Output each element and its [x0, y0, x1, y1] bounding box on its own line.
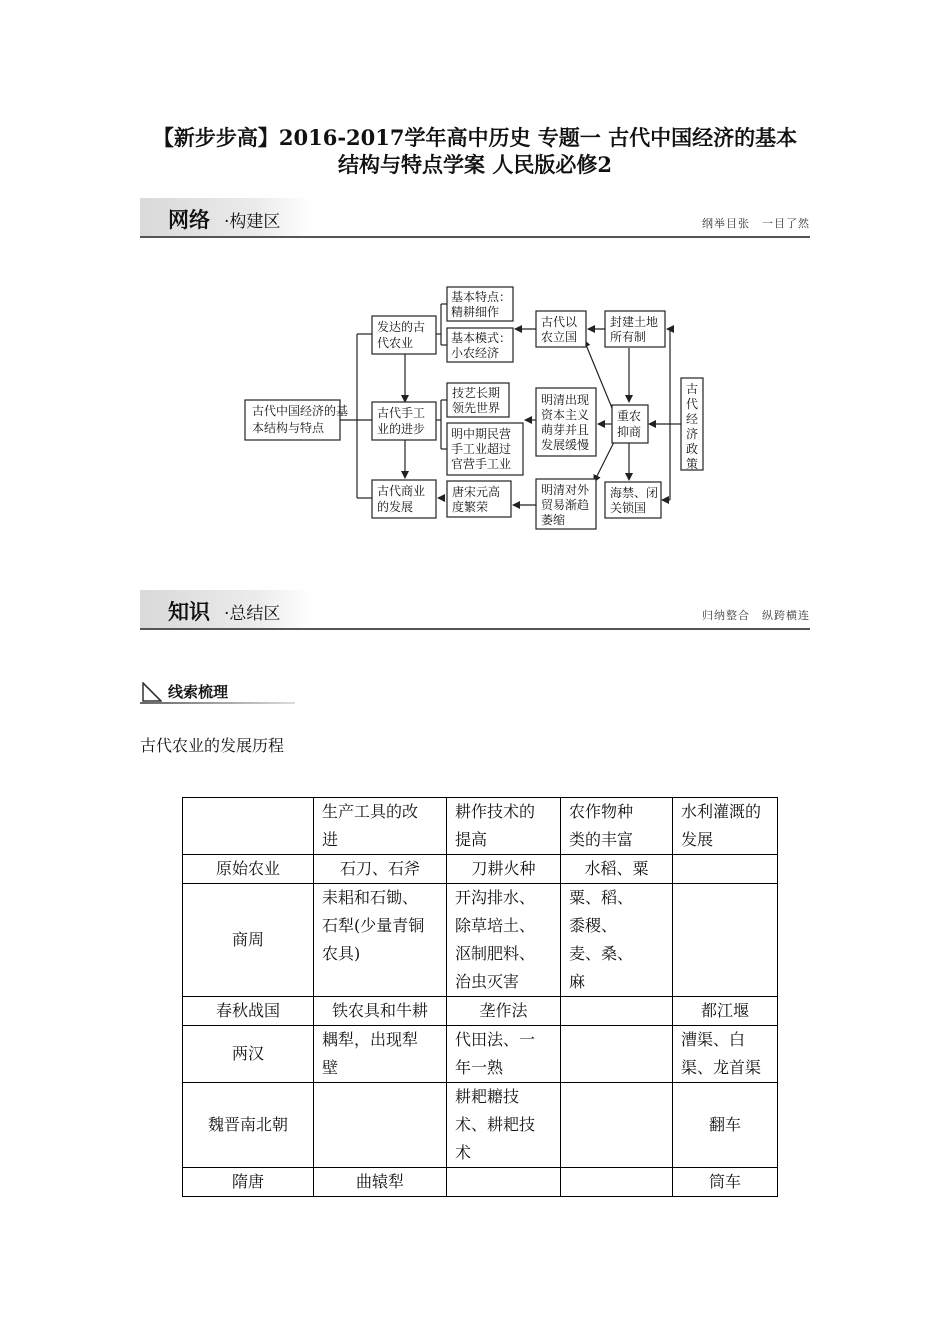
table-row — [183, 855, 778, 884]
period-cell — [183, 884, 314, 997]
irrigation-cell — [673, 855, 778, 884]
node-feature-line-1: 基本特点： — [451, 290, 512, 304]
agriculture-table — [182, 797, 778, 1197]
node-policy-char-2: 代 — [686, 397, 699, 411]
section-header-slogan: 纲举目张 一目了然 — [702, 217, 810, 230]
node-handicraft-line-2: 业的进步 — [377, 422, 426, 436]
node-feature-line-2: 精耕细作 — [451, 305, 500, 319]
node-handicraft-line-1: 古代手工 — [377, 406, 426, 420]
cell-line: 沤制肥料、 — [455, 944, 536, 963]
period-label: 春秋战国 — [215, 1001, 280, 1020]
node-policy-char-3: 经 — [686, 412, 699, 426]
node-private-craft-line-1: 明中期民营 — [451, 427, 512, 441]
node-foreign-trade-line-1: 明清对外 — [541, 483, 590, 497]
period-cell — [183, 1083, 314, 1168]
tools-cell — [314, 1026, 447, 1083]
table-row — [183, 997, 778, 1026]
period-cell — [183, 1026, 314, 1083]
node-land-line-1: 封建土地 — [610, 315, 659, 329]
node-private-craft-line-3: 官营手工业 — [451, 457, 512, 471]
node-policy-char-6: 策 — [686, 457, 699, 471]
node-capitalism-line-1: 明清出现 — [541, 393, 590, 407]
node-tang-song-line-1: 唐宋元高 — [452, 485, 501, 499]
cell-line: 术 — [455, 1143, 472, 1162]
technique-cell — [447, 997, 561, 1026]
cell-line: 类的丰富 — [569, 830, 634, 849]
node-root-line-1: 古代中国经济的基 — [252, 404, 349, 418]
node-commerce-line-1: 古代商业 — [377, 484, 426, 498]
crops-cell — [561, 1083, 673, 1168]
table-row — [183, 1168, 778, 1197]
cell-line: 壁 — [322, 1058, 339, 1077]
section-header-main: 知识 — [168, 600, 210, 624]
cell-line: 石刀、石斧 — [339, 859, 420, 878]
cell-line: 开沟排水、 — [455, 888, 536, 907]
cell-line: 耕耙耱技 — [455, 1087, 520, 1106]
period-cell — [183, 855, 314, 884]
cell-line: 漕渠、白 — [681, 1030, 746, 1049]
period-label: 商周 — [231, 930, 264, 949]
table-row — [183, 884, 778, 997]
column-header — [447, 798, 561, 855]
irrigation-cell — [673, 1168, 778, 1197]
node-seaban-line-2: 关锁国 — [610, 501, 647, 515]
period-cell — [183, 1168, 314, 1197]
cell-line: 麻 — [569, 972, 586, 991]
cell-line: 垄作法 — [479, 1001, 528, 1020]
node-seaban-line-1: 海禁、闭 — [610, 486, 659, 500]
clue-heading — [140, 680, 295, 704]
irrigation-cell — [673, 997, 778, 1026]
irrigation-cell — [673, 884, 778, 997]
cell-line: 年一熟 — [455, 1058, 504, 1077]
period-label: 魏晋南北朝 — [207, 1115, 288, 1134]
node-tang-song-line-2: 度繁荣 — [452, 500, 489, 514]
table-row — [183, 1026, 778, 1083]
cell-line: 生产工具的改 — [322, 802, 419, 821]
cell-line: 渠、龙首渠 — [681, 1058, 762, 1077]
period-label: 隋唐 — [231, 1172, 264, 1191]
section-header-sub: ·构建区 — [224, 212, 281, 232]
cell-line: 水稻、粟 — [584, 859, 649, 878]
section-header-main: 网络 — [168, 208, 210, 232]
node-agri-first-line-2: 抑商 — [617, 425, 642, 439]
node-policy-char-1: 古 — [686, 382, 699, 396]
cell-line: 耕作技术的 — [455, 802, 536, 821]
node-policy-char-4: 济 — [686, 427, 699, 441]
cell-line: 水利灌溉的 — [681, 802, 762, 821]
cell-line: 进 — [322, 830, 339, 849]
column-header — [314, 798, 447, 855]
node-agriculture-line-1: 发达的古 — [377, 320, 426, 334]
irrigation-cell — [673, 1026, 778, 1083]
crops-cell — [561, 1026, 673, 1083]
cell-line: 曲辕犁 — [355, 1172, 404, 1191]
node-skill-line-1: 技艺长期 — [452, 386, 501, 400]
tools-cell — [314, 997, 447, 1026]
technique-cell — [447, 1026, 561, 1083]
cell-line: 黍稷、 — [569, 916, 618, 935]
tools-cell — [314, 1083, 447, 1168]
node-mode-line-1: 基本模式： — [451, 331, 512, 345]
cell-line: 粟、稻、 — [569, 888, 634, 907]
cell-line: 刀耕火种 — [471, 859, 536, 878]
cell-line: 麦、桑、 — [569, 944, 634, 963]
node-commerce-line-2: 的发展 — [377, 500, 414, 514]
table-row — [183, 1083, 778, 1168]
irrigation-cell — [673, 1083, 778, 1168]
cell-line: 除草培土、 — [455, 916, 536, 935]
cell-line: 耒耜和石锄、 — [322, 888, 419, 907]
tools-cell — [314, 884, 447, 997]
technique-cell — [447, 1083, 561, 1168]
node-mode-line-2: 小农经济 — [451, 346, 500, 360]
tools-cell — [314, 1168, 447, 1197]
concept-diagram — [0, 0, 950, 560]
table-intro: 古代农业的发展历程 — [140, 736, 285, 755]
node-skill-line-2: 领先世界 — [452, 401, 501, 415]
title-line-2: 结构与特点学案 人民版必修2 — [338, 152, 612, 177]
section-header-slogan: 归纳整合 纵跨横连 — [702, 609, 810, 622]
node-agriculture-line-2: 代农业 — [377, 336, 414, 350]
cell-line: 筒车 — [708, 1172, 741, 1191]
cell-line: 发展 — [681, 830, 714, 849]
node-capitalism-line-4: 发展缓慢 — [541, 438, 590, 452]
crops-cell — [561, 1168, 673, 1197]
cell-line: 代田法、一 — [455, 1030, 536, 1049]
header-row — [183, 798, 778, 855]
clue-underline — [140, 702, 295, 704]
title-line-1: 【新步步高】2016-2017学年高中历史 专题一 古代中国经济的基本 — [152, 125, 798, 150]
tools-cell — [314, 855, 447, 884]
crops-cell — [561, 855, 673, 884]
section-header-knowledge — [140, 590, 810, 630]
cell-line: 术、耕耙技 — [455, 1115, 536, 1134]
section-header-rule — [140, 628, 810, 630]
node-private-craft-line-2: 手工业超过 — [451, 442, 512, 456]
node-capitalism-line-2: 资本主义 — [541, 408, 590, 422]
node-agri-nation-line-1: 古代以 — [541, 315, 578, 329]
period-label: 原始农业 — [215, 859, 280, 878]
column-header — [673, 798, 778, 855]
node-foreign-trade-line-3: 萎缩 — [541, 513, 566, 527]
cell-line: 铁农具和牛耕 — [331, 1001, 428, 1020]
technique-cell — [447, 855, 561, 884]
technique-cell — [447, 1168, 561, 1197]
node-agri-nation-line-2: 农立国 — [541, 330, 578, 344]
cell-line: 翻车 — [708, 1115, 741, 1134]
cell-line: 农作物种 — [569, 802, 634, 821]
header-corner — [183, 798, 314, 855]
technique-cell — [447, 884, 561, 997]
cell-line: 提高 — [455, 830, 488, 849]
cell-line: 都江堰 — [700, 1001, 749, 1020]
period-cell — [183, 997, 314, 1026]
clue-label: 线索梳理 — [168, 683, 229, 701]
column-header — [561, 798, 673, 855]
node-root-line-2: 本结构与特点 — [252, 421, 325, 435]
node-land-line-2: 所有制 — [610, 330, 647, 344]
section-header-sub: ·总结区 — [224, 604, 281, 624]
node-policy-char-5: 政 — [686, 442, 699, 456]
diagonal-mark-icon — [142, 682, 162, 702]
crops-cell — [561, 997, 673, 1026]
cell-line: 石犁(少量青铜 — [322, 916, 425, 935]
cell-line: 农具) — [322, 944, 361, 963]
period-label: 两汉 — [231, 1044, 264, 1063]
cell-line: 治虫灭害 — [455, 972, 520, 991]
crops-cell — [561, 884, 673, 997]
cell-line: 耦犁，出现犁 — [322, 1030, 419, 1049]
node-agri-first-line-1: 重农 — [617, 409, 642, 423]
node-foreign-trade-line-2: 贸易渐趋 — [541, 498, 590, 512]
node-capitalism-line-3: 萌芽并且 — [541, 423, 590, 437]
